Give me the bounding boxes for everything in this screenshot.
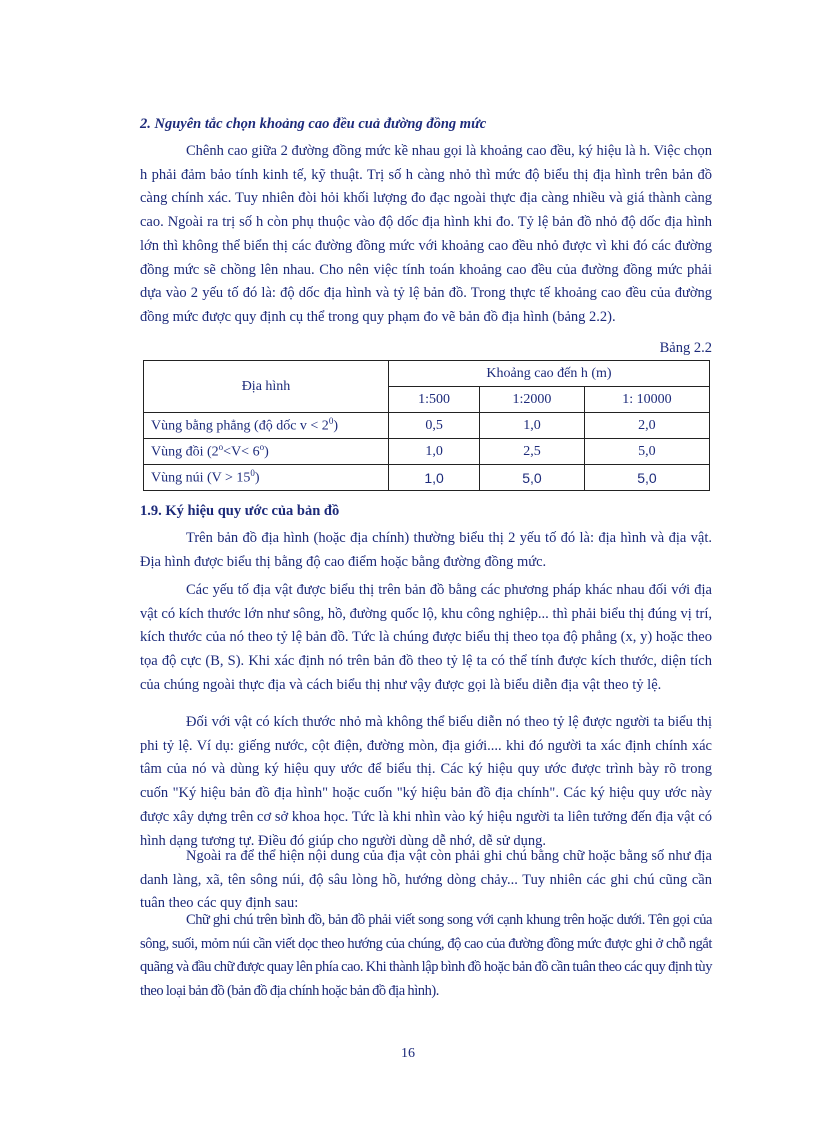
section-heading-contour-interval: 2. Nguyên tắc chọn khoảng cao đều cuả đường đồng mức xyxy=(140,116,487,132)
table-row xyxy=(144,413,710,439)
row-label: Vùng núi $(V > 15^0)$ xyxy=(144,465,389,491)
table-cell: 1,0 xyxy=(389,439,480,465)
table-cell: 5,0 xyxy=(480,465,585,491)
table-cell: 1,0 xyxy=(480,413,585,439)
paragraph-contour-interval: Chênh cao giữa 2 đường đồng mức kề nhau gọi là khoảng cao đều, ký hiệu là h. Việc chọn h phải đảm bảo tính kinh tế, kỹ thuật. Trị số h càng nhỏ thì mức độ biểu thị địa hình trên bản đồ càng chính xác. Tuy nhiên đòi hỏi khối lượng đo đạc ngoài thực địa càng nhiều và giá thành càng cao. Ngoài ra trị số h còn phụ thuộc vào độ dốc địa hình khi đo. Tỷ lệ bản đồ nhỏ độ dốc địa hình lớn thì không thể biển thị các đường đồng mức với khoảng cao đều nhỏ được vì khi đó các đường đồng mức sẽ chồng lên nhau. Cho nên việc tính toán khoảng cao đều của đường đồng mức phải dựa vào 2 yếu tố đó là: độ dốc địa hình và tỷ lệ bản đồ. Trong thực tế khoảng cao đều của đường đồng mức được quy định cụ thể trong quy phạm đo vẽ bản đồ địa hình (bảng 2.2). xyxy=(140,143,712,325)
paragraph-annotations: Ngoài ra để thể hiện nội dung của địa vật còn phải ghi chú bằng chữ hoặc bằng số như địa danh làng, xã, tên sông núi, độ sâu lòng hồ, hướng dòng chảy... Tuy nhiên các ghi chú cũng cần tuân theo các quy định sau: xyxy=(140,848,712,912)
table-cell: 0,5 xyxy=(389,413,480,439)
row-label: Vùng đồi $(2^o<V< 6^o)$ xyxy=(144,439,389,465)
paragraph-annotation-rules: Chữ ghi chú trên bình đồ, bản đồ phải viết song song với cạnh khung trên hoặc dưới. Tên gọi của sông, suối, mỏm núi cần viết dọc theo hướng của chúng, độ cao của đường đồng mức được ghi ở chỗ ngắt quãng và đầu chữ được quay lên phía cao. Khi thành lập bình đồ hoặc bản đồ cần tuân theo các quy định tùy theo loại bản đồ (bản đồ địa chính hoặc bản đồ địa hình). xyxy=(140,912,712,1000)
contour-interval-table xyxy=(143,360,710,491)
header-terrain: Địa hình xyxy=(144,361,389,413)
paragraph-non-scale-features: Đối với vật có kích thước nhỏ mà không thể biểu diễn nó theo tỷ lệ được người ta biểu thị phi tỷ lệ. Ví dụ: giếng nước, cột điện, đường mòn, địa giới.... khi đó người ta xác định chính xác tâm của nó và dùng ký hiệu quy ước để biểu thị. Các ký hiệu quy ước được trình bày rõ trong cuốn "Ký hiệu bản đồ địa hình" hoặc cuốn "ký hiệu bản đồ địa chính". Các ký hiệu quy ước này được xây dựng trên cơ sở khoa học. Tức là khi nhìn vào ký hiệu người ta liên tưởng đến địa vật có hình dạng tương tự. Điều đó giúp cho người dùng dễ nhớ, dễ sử dụng. xyxy=(140,714,712,849)
table-cell: 5,0 xyxy=(584,439,709,465)
header-scale: 1:2000 xyxy=(480,387,585,413)
table-cell: 1,0 xyxy=(389,465,480,491)
table-row xyxy=(144,439,710,465)
header-scale: 1:500 xyxy=(389,387,480,413)
page-number: 16 xyxy=(401,1046,415,1061)
table-caption: Bảng 2.2 xyxy=(659,340,712,356)
table-header-row xyxy=(144,361,710,387)
row-label: Vùng bằng phẳng (độ dốc $v < 2^0$) xyxy=(144,413,389,439)
table-cell: 2,0 xyxy=(584,413,709,439)
table-cell: 2,5 xyxy=(480,439,585,465)
paragraph-map-elements: Trên bản đồ địa hình (hoặc địa chính) thường biểu thị 2 yếu tố đó là: địa hình và địa vật. Địa hình được biểu thị bằng độ cao điểm hoặc bằng đường đồng mức. xyxy=(140,530,712,570)
section-heading-map-symbols: 1.9. Ký hiệu quy ước của bản đồ xyxy=(140,503,340,519)
header-scale: 1: 10000 xyxy=(584,387,709,413)
table-row xyxy=(144,465,710,491)
table-cell: 5,0 xyxy=(584,465,709,491)
header-interval-group: Khoảng cao đến h (m) xyxy=(389,361,710,387)
paragraph-scale-features: Các yếu tố địa vật được biểu thị trên bản đồ bằng các phương pháp khác nhau đối với địa vật có kích thước lớn như sông, hồ, đường quốc lộ, khu công nghiệp... thì phải biểu thị đúng vị trí, kích thước của nó theo tỷ lệ bản đồ. Tức là chúng được biểu thị theo tọa độ phẳng (x, y) hoặc theo tọa độ cực (B, S). Khi xác định nó trên bản đồ theo tỷ lệ ta có thể tính được kích thước, diện tích của chúng ngoài thực địa và cách biểu thị như vậy được gọi là biểu diễn địa vật theo tỷ lệ. xyxy=(140,582,712,693)
